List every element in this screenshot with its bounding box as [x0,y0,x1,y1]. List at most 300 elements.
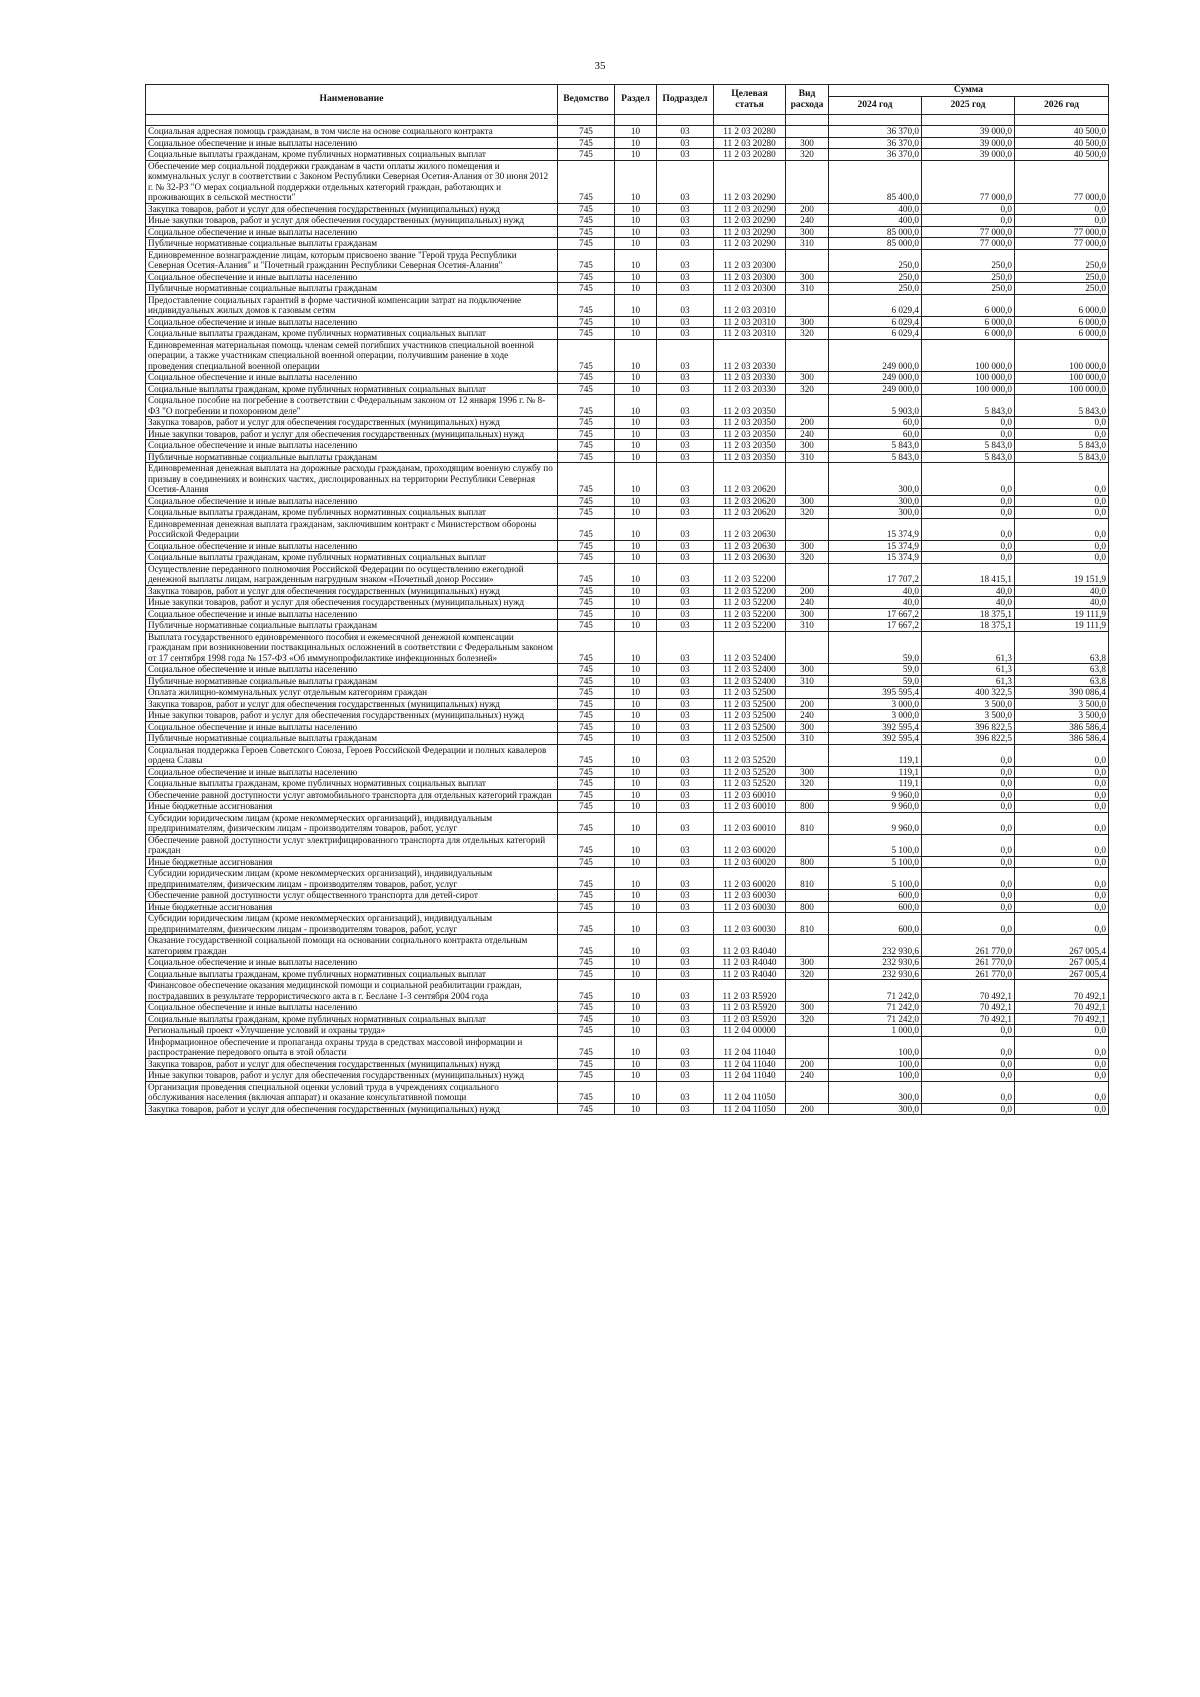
row-section: 10 [615,495,657,507]
row-subsection: 03 [657,789,714,801]
row-department: 745 [558,597,615,609]
row-name: Публичные нормативные социальные выплаты гражданам [146,675,558,687]
budget-table [145,84,1109,1115]
row-name: Единовременная денежная выплата гражданам, заключившим контракт с Министерством обороны Российской Федерации [146,518,558,540]
row-sum-2026: 63,8 [1015,631,1109,664]
row-sum-2024: 5 100,0 [829,868,922,890]
table-row [146,585,1109,597]
row-section: 10 [615,428,657,440]
row-name: Иные закупки товаров, работ и услуг для обеспечения государственных (муниципальных) нужд [146,215,558,227]
row-target-article: 11 2 04 11050 [714,1103,786,1115]
row-name: Финансовое обеспечение оказания медицинской помощи и социальной реабилитации граждан, пострадавших в результате террористического акта в г. Беслане 1-3 сентября 2004 года [146,980,558,1002]
table-row [146,856,1109,868]
row-expense-type [786,744,829,766]
row-expense-type: 310 [786,620,829,632]
row-section: 10 [615,160,657,203]
row-sum-2024: 9 960,0 [829,801,922,813]
row-department: 745 [558,698,615,710]
row-expense-type: 200 [786,585,829,597]
row-sum-2026: 100 000,0 [1015,383,1109,395]
table-row [146,1036,1109,1058]
row-expense-type [786,395,829,417]
table-row [146,215,1109,227]
row-department: 745 [558,226,615,238]
row-sum-2026: 5 843,0 [1015,440,1109,452]
row-section: 10 [615,789,657,801]
row-section: 10 [615,271,657,283]
table-row [146,968,1109,980]
row-subsection: 03 [657,507,714,519]
row-department: 745 [558,271,615,283]
table-row [146,766,1109,778]
row-sum-2024: 250,0 [829,283,922,295]
row-sum-2025: 39 000,0 [922,126,1015,138]
row-target-article: 11 2 03 20630 [714,518,786,540]
row-subsection: 03 [657,283,714,295]
row-subsection: 03 [657,631,714,664]
row-subsection: 03 [657,620,714,632]
row-section: 10 [615,744,657,766]
row-sum-2025: 70 492,1 [922,1013,1015,1025]
row-name: Оказание государственной социальной помощи на основании социального контракта отдельным категориям граждан [146,935,558,957]
row-target-article: 11 2 03 20330 [714,383,786,395]
row-target-article: 11 2 03 52200 [714,608,786,620]
row-department: 745 [558,316,615,328]
row-target-article: 11 2 03 20280 [714,137,786,149]
row-expense-type: 320 [786,383,829,395]
row-name: Социальное пособие на погребение в соответствии с Федеральным законом от 12 января 1996 г. № 8-ФЗ "О погребении и похоронном деле" [146,395,558,417]
row-name: Субсидии юридическим лицам (кроме некоммерческих организаций), индивидуальным предпринимателям, физическим лицам - производителям товаров, работ, услуг [146,913,558,935]
row-target-article: 11 2 03 60030 [714,890,786,902]
row-expense-type: 300 [786,1002,829,1014]
row-sum-2025: 100 000,0 [922,372,1015,384]
row-name: Закупка товаров, работ и услуг для обеспечения государственных (муниципальных) нужд [146,1103,558,1115]
row-sum-2026: 0,0 [1015,507,1109,519]
header-target-article: Целевая статья [714,85,786,115]
table-header [146,85,1109,115]
row-target-article: 11 2 03 52400 [714,664,786,676]
row-section: 10 [615,249,657,271]
table-row [146,238,1109,250]
row-expense-type: 310 [786,451,829,463]
row-sum-2024: 15 374,9 [829,540,922,552]
row-expense-type [786,339,829,372]
row-name: Социальная поддержка Героев Советского Союза, Героев Российской Федерации и полных кавалеров ордена Славы [146,744,558,766]
row-subsection: 03 [657,339,714,372]
row-sum-2024: 85 400,0 [829,160,922,203]
row-sum-2025: 0,0 [922,540,1015,552]
row-name: Обеспечение мер социальной поддержки гражданам в части оплаты жилого помещения и коммунальных услуг в соответствии с Законом Республики Северная Осетия-Алания от 30 июня 2012 г. № 32-РЗ "О мерах социальной поддержки отдельных категорий граждан, работающих и проживающих в сельской местности" [146,160,558,203]
row-subsection: 03 [657,372,714,384]
row-subsection: 03 [657,1002,714,1014]
row-sum-2026: 0,0 [1015,495,1109,507]
row-sum-2026: 77 000,0 [1015,226,1109,238]
row-department: 745 [558,856,615,868]
row-subsection: 03 [657,1013,714,1025]
row-department: 745 [558,339,615,372]
row-section: 10 [615,766,657,778]
row-expense-type: 310 [786,733,829,745]
row-sum-2024: 250,0 [829,271,922,283]
row-sum-2025: 6 000,0 [922,328,1015,340]
row-target-article: 11 2 03 52500 [714,687,786,699]
row-expense-type [786,126,829,138]
row-expense-type: 810 [786,812,829,834]
row-sum-2026: 0,0 [1015,215,1109,227]
row-section: 10 [615,451,657,463]
row-expense-type: 320 [786,968,829,980]
row-department: 745 [558,675,615,687]
row-expense-type: 240 [786,710,829,722]
table-row [146,149,1109,161]
row-sum-2025: 250,0 [922,249,1015,271]
row-sum-2024: 392 595,4 [829,721,922,733]
row-sum-2025: 77 000,0 [922,160,1015,203]
row-sum-2026: 40 500,0 [1015,137,1109,149]
row-expense-type [786,890,829,902]
row-target-article: 11 2 03 20290 [714,238,786,250]
row-expense-type [786,935,829,957]
row-sum-2025: 0,0 [922,518,1015,540]
row-sum-2024: 17 707,2 [829,563,922,585]
table-row [146,1013,1109,1025]
row-expense-type: 320 [786,149,829,161]
row-department: 745 [558,1081,615,1103]
row-sum-2026: 0,0 [1015,766,1109,778]
row-expense-type: 200 [786,1058,829,1070]
row-section: 10 [615,1081,657,1103]
row-sum-2025: 0,0 [922,766,1015,778]
row-sum-2024: 5 903,0 [829,395,922,417]
row-expense-type: 300 [786,226,829,238]
table-row [146,721,1109,733]
row-sum-2026: 267 005,4 [1015,968,1109,980]
row-expense-type [786,631,829,664]
table-row [146,890,1109,902]
row-name: Публичные нормативные социальные выплаты гражданам [146,451,558,463]
row-name: Социальные выплаты гражданам, кроме публичных нормативных социальных выплат [146,149,558,161]
row-name: Социальное обеспечение и иные выплаты населению [146,226,558,238]
row-name: Субсидии юридическим лицам (кроме некоммерческих организаций), индивидуальным предпринимателям, физическим лицам - производителям товаров, работ, услуг [146,812,558,834]
row-section: 10 [615,890,657,902]
row-expense-type: 300 [786,608,829,620]
table-row [146,1070,1109,1082]
table-row [146,620,1109,632]
row-name: Социальное обеспечение и иные выплаты населению [146,316,558,328]
row-expense-type: 300 [786,316,829,328]
row-subsection: 03 [657,675,714,687]
row-section: 10 [615,552,657,564]
row-subsection: 03 [657,710,714,722]
row-sum-2025: 0,0 [922,417,1015,429]
row-sum-2024: 85 000,0 [829,226,922,238]
row-department: 745 [558,372,615,384]
row-sum-2024: 3 000,0 [829,698,922,710]
row-department: 745 [558,395,615,417]
row-name: Социальные выплаты гражданам, кроме публичных нормативных социальных выплат [146,552,558,564]
table-row [146,540,1109,552]
row-department: 745 [558,283,615,295]
row-subsection: 03 [657,137,714,149]
row-sum-2026: 250,0 [1015,283,1109,295]
row-sum-2025: 6 000,0 [922,316,1015,328]
row-expense-type [786,160,829,203]
row-sum-2025: 0,0 [922,890,1015,902]
row-department: 745 [558,935,615,957]
row-sum-2026: 70 492,1 [1015,980,1109,1002]
row-sum-2024: 17 667,2 [829,608,922,620]
row-sum-2026: 70 492,1 [1015,1013,1109,1025]
row-sum-2024: 71 242,0 [829,1013,922,1025]
table-row [146,160,1109,203]
table-row [146,733,1109,745]
row-sum-2025: 18 415,1 [922,563,1015,585]
row-subsection: 03 [657,608,714,620]
row-sum-2025: 0,0 [922,1103,1015,1115]
row-target-article: 11 2 03 60010 [714,812,786,834]
row-target-article: 11 2 03 52520 [714,778,786,790]
row-name: Иные бюджетные ассигнования [146,901,558,913]
row-sum-2026: 40 500,0 [1015,126,1109,138]
row-department: 745 [558,507,615,519]
row-subsection: 03 [657,834,714,856]
row-section: 10 [615,137,657,149]
row-sum-2025: 77 000,0 [922,226,1015,238]
row-sum-2024: 395 595,4 [829,687,922,699]
table-row [146,675,1109,687]
row-department: 745 [558,620,615,632]
row-sum-2025: 5 843,0 [922,440,1015,452]
row-department: 745 [558,1058,615,1070]
row-department: 745 [558,328,615,340]
row-subsection: 03 [657,957,714,969]
row-sum-2025: 61,3 [922,675,1015,687]
row-name: Обеспечение равной доступности услуг автомобильного транспорта для отдельных категорий граждан [146,789,558,801]
row-subsection: 03 [657,597,714,609]
row-sum-2024: 71 242,0 [829,980,922,1002]
row-subsection: 03 [657,495,714,507]
row-sum-2026: 0,0 [1015,463,1109,496]
row-sum-2026: 63,8 [1015,675,1109,687]
row-name: Информационное обеспечение и пропаганда охраны труда в средствах массовой информации и распространение передового опыта в этой области [146,1036,558,1058]
row-expense-type: 300 [786,495,829,507]
table-row [146,440,1109,452]
row-target-article: 11 2 03 52400 [714,675,786,687]
row-sum-2024: 250,0 [829,249,922,271]
row-sum-2026: 390 086,4 [1015,687,1109,699]
row-subsection: 03 [657,856,714,868]
row-section: 10 [615,417,657,429]
table-row [146,957,1109,969]
row-name: Публичные нормативные социальные выплаты гражданам [146,733,558,745]
table-row [146,495,1109,507]
row-sum-2024: 36 370,0 [829,126,922,138]
row-sum-2026: 19 111,9 [1015,608,1109,620]
row-sum-2026: 0,0 [1015,1036,1109,1058]
row-sum-2024: 249 000,0 [829,383,922,395]
row-department: 745 [558,901,615,913]
row-target-article: 11 2 03 52500 [714,710,786,722]
row-sum-2026: 5 843,0 [1015,451,1109,463]
table-row [146,383,1109,395]
row-expense-type: 320 [786,778,829,790]
row-sum-2025: 0,0 [922,507,1015,519]
row-department: 745 [558,428,615,440]
row-sum-2025: 3 500,0 [922,710,1015,722]
row-sum-2025: 0,0 [922,868,1015,890]
row-sum-2024: 15 374,9 [829,518,922,540]
row-target-article: 11 2 04 11050 [714,1081,786,1103]
row-target-article: 11 2 03 20300 [714,271,786,283]
row-sum-2024: 40,0 [829,585,922,597]
row-sum-2025: 0,0 [922,801,1015,813]
row-target-article: 11 2 03 R4040 [714,957,786,969]
row-sum-2025: 0,0 [922,1036,1015,1058]
row-section: 10 [615,687,657,699]
row-sum-2026: 0,0 [1015,1025,1109,1037]
row-department: 745 [558,451,615,463]
row-sum-2024: 9 960,0 [829,812,922,834]
row-sum-2026: 267 005,4 [1015,957,1109,969]
row-sum-2024: 60,0 [829,428,922,440]
row-subsection: 03 [657,540,714,552]
header-expense-type: Вид расхода [786,85,829,115]
row-section: 10 [615,620,657,632]
table-row [146,597,1109,609]
row-sum-2026: 0,0 [1015,540,1109,552]
row-sum-2025: 0,0 [922,778,1015,790]
row-expense-type: 800 [786,856,829,868]
row-name: Социальное обеспечение и иные выплаты населению [146,271,558,283]
table-row [146,1058,1109,1070]
row-department: 745 [558,801,615,813]
row-sum-2024: 100,0 [829,1070,922,1082]
row-section: 10 [615,597,657,609]
row-section: 10 [615,283,657,295]
row-department: 745 [558,1036,615,1058]
row-expense-type [786,980,829,1002]
row-subsection: 03 [657,1036,714,1058]
row-name: Социальное обеспечение и иные выплаты населению [146,540,558,552]
row-expense-type: 310 [786,283,829,295]
table-row [146,226,1109,238]
table-row [146,687,1109,699]
row-expense-type: 300 [786,957,829,969]
row-subsection: 03 [657,1025,714,1037]
row-subsection: 03 [657,585,714,597]
row-target-article: 11 2 03 R5920 [714,1013,786,1025]
row-department: 745 [558,868,615,890]
row-sum-2026: 267 005,4 [1015,935,1109,957]
row-department: 745 [558,249,615,271]
row-department: 745 [558,778,615,790]
row-sum-2024: 300,0 [829,1081,922,1103]
row-section: 10 [615,226,657,238]
row-sum-2026: 0,0 [1015,801,1109,813]
row-sum-2026: 0,0 [1015,890,1109,902]
row-section: 10 [615,316,657,328]
row-subsection: 03 [657,249,714,271]
row-section: 10 [615,868,657,890]
row-sum-2024: 9 960,0 [829,789,922,801]
header-department: Ведомство [558,85,615,115]
row-section: 10 [615,698,657,710]
row-sum-2024: 300,0 [829,1103,922,1115]
row-subsection: 03 [657,766,714,778]
table-row [146,834,1109,856]
row-sum-2026: 0,0 [1015,203,1109,215]
row-expense-type: 810 [786,913,829,935]
row-target-article: 11 2 03 20620 [714,495,786,507]
table-row [146,801,1109,813]
row-sum-2026: 0,0 [1015,1058,1109,1070]
row-sum-2026: 40,0 [1015,585,1109,597]
row-department: 745 [558,766,615,778]
row-name: Субсидии юридическим лицам (кроме некоммерческих организаций), индивидуальным предпринимателям, физическим лицам - производителям товаров, работ, услуг [146,868,558,890]
row-sum-2025: 6 000,0 [922,294,1015,316]
row-sum-2024: 17 667,2 [829,620,922,632]
table-row [146,203,1109,215]
row-target-article: 11 2 03 20300 [714,249,786,271]
row-sum-2025: 0,0 [922,856,1015,868]
row-subsection: 03 [657,149,714,161]
row-expense-type: 200 [786,203,829,215]
row-name: Закупка товаров, работ и услуг для обеспечения государственных (муниципальных) нужд [146,698,558,710]
row-subsection: 03 [657,451,714,463]
row-section: 10 [615,856,657,868]
row-target-article: 11 2 03 60030 [714,901,786,913]
row-section: 10 [615,563,657,585]
row-sum-2025: 0,0 [922,744,1015,766]
row-name: Социальное обеспечение и иные выплаты населению [146,495,558,507]
row-expense-type [786,789,829,801]
row-target-article: 11 2 03 20620 [714,463,786,496]
row-subsection: 03 [657,980,714,1002]
row-sum-2026: 0,0 [1015,789,1109,801]
row-target-article: 11 2 03 20280 [714,149,786,161]
row-sum-2024: 600,0 [829,890,922,902]
row-subsection: 03 [657,868,714,890]
row-department: 745 [558,687,615,699]
row-sum-2024: 6 029,4 [829,328,922,340]
row-sum-2024: 36 370,0 [829,137,922,149]
row-sum-2024: 400,0 [829,203,922,215]
row-name: Социальное обеспечение и иные выплаты населению [146,721,558,733]
row-sum-2025: 0,0 [922,1081,1015,1103]
row-target-article: 11 2 03 20350 [714,451,786,463]
row-section: 10 [615,1058,657,1070]
row-target-article: 11 2 03 52200 [714,585,786,597]
row-target-article: 11 2 03 52200 [714,620,786,632]
row-section: 10 [615,1013,657,1025]
row-department: 745 [558,631,615,664]
row-sum-2025: 0,0 [922,1025,1015,1037]
row-section: 10 [615,540,657,552]
row-sum-2025: 0,0 [922,789,1015,801]
row-expense-type: 800 [786,801,829,813]
row-name: Региональный проект «Улучшение условий и охраны труда» [146,1025,558,1037]
row-section: 10 [615,518,657,540]
row-sum-2026: 19 151,9 [1015,563,1109,585]
row-target-article: 11 2 03 52500 [714,721,786,733]
row-name: Единовременное вознаграждение лицам, которым присвоено звание "Герой труда Республики Северная Осетия-Алания" и "Почетный гражданин Республики Северная Осетия-Алания" [146,249,558,271]
row-sum-2025: 250,0 [922,271,1015,283]
row-sum-2026: 0,0 [1015,417,1109,429]
row-sum-2025: 0,0 [922,1070,1015,1082]
row-sum-2024: 6 029,4 [829,316,922,328]
row-department: 745 [558,215,615,227]
row-target-article: 11 2 03 52520 [714,744,786,766]
